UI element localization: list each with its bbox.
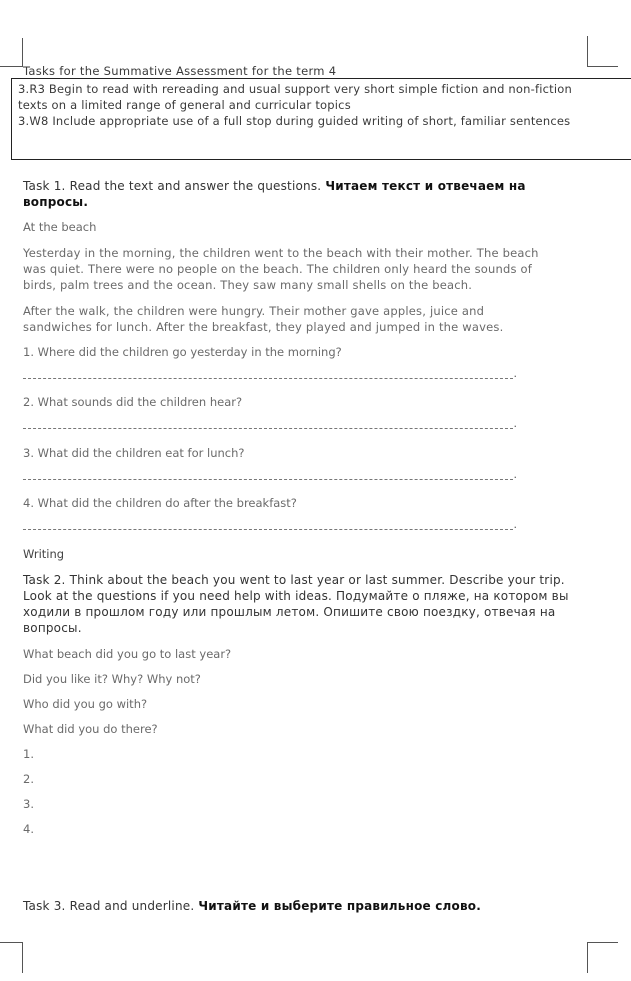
task1-instruction xyxy=(23,178,526,194)
reading-paragraph-1 xyxy=(23,245,583,293)
prompt-1: What beach did you go to last year? xyxy=(23,647,232,661)
reading-paragraph-2 xyxy=(23,303,583,335)
writing-number-2: 2. xyxy=(23,772,34,786)
crop-mark-top-left xyxy=(0,38,23,67)
prompt-3: Who did you go with? xyxy=(23,697,148,711)
prompt-4: What did you do there? xyxy=(23,722,158,736)
question-1: 1. Where did the children go yesterday in the morning? xyxy=(23,345,342,359)
objectives-box xyxy=(11,78,631,160)
writing-heading: Writing xyxy=(23,547,65,561)
objective-line: 3.W8 Include appropriate use of a full stop during guided writing of short, familiar sentences xyxy=(18,114,571,128)
objective-line: texts on a limited range of general and curricular topics xyxy=(18,98,351,112)
task3-instruction-ru: Читайте и выберите правильное слово. xyxy=(198,899,481,913)
paragraph-line: birds, palm trees and the ocean. They saw many small shells on the beach. xyxy=(23,278,473,292)
task1-instruction-cont xyxy=(23,194,88,210)
task2-line: Task 2. Think about the beach you went to last year or last summer. Describe your trip. xyxy=(23,573,565,587)
answer-line-4[interactable] xyxy=(23,529,513,530)
answer-line-2[interactable] xyxy=(23,428,513,429)
task3-instruction xyxy=(23,898,481,914)
crop-mark-bottom-left xyxy=(0,942,23,973)
task1-instruction-en: Task 1. Read the text and answer the questions. xyxy=(23,179,322,193)
crop-mark-top-right xyxy=(587,36,618,67)
answer-line-3[interactable] xyxy=(23,479,513,480)
writing-number-4: 4. xyxy=(23,822,34,836)
paragraph-line: was quiet. There were no people on the beach. The children only heard the sounds of xyxy=(23,262,533,276)
question-4: 4. What did the children do after the breakfast? xyxy=(23,496,297,510)
task2-line: вопросы. xyxy=(23,621,82,635)
crop-mark-bottom-right xyxy=(587,942,618,973)
text-title: At the beach xyxy=(23,220,97,234)
page-title: Tasks for the Summative Assessment for the term 4 xyxy=(23,64,337,78)
objective-line: 3.R3 Begin to read with rereading and usual support very short simple fiction and non-fiction xyxy=(18,82,572,96)
paragraph-line: Yesterday in the morning, the children went to the beach with their mother. The beach xyxy=(23,246,539,260)
question-2: 2. What sounds did the children hear? xyxy=(23,395,243,409)
task2-line: Look at the questions if you need help with ideas. Подумайте о пляже, на котором вы xyxy=(23,589,569,603)
writing-number-1: 1. xyxy=(23,747,34,761)
question-3: 3. What did the children eat for lunch? xyxy=(23,446,245,460)
paragraph-line: After the walk, the children were hungry. Their mother gave apples, juice and xyxy=(23,304,485,318)
task3-instruction-en: Task 3. Read and underline. xyxy=(23,899,195,913)
task2-line: ходили в прошлом году или прошлым летом. Опишите свою поездку, отвечая на xyxy=(23,605,556,619)
task2-instruction xyxy=(23,572,583,636)
paragraph-line: sandwiches for lunch. After the breakfast, they played and jumped in the waves. xyxy=(23,320,504,334)
prompt-2: Did you like it? Why? Why not? xyxy=(23,672,201,686)
answer-line-1[interactable] xyxy=(23,378,513,379)
task1-instruction-ru-2: вопросы. xyxy=(23,195,89,209)
writing-number-3: 3. xyxy=(23,797,34,811)
task1-instruction-ru: Читаем текст и отвечаем на xyxy=(325,179,526,193)
